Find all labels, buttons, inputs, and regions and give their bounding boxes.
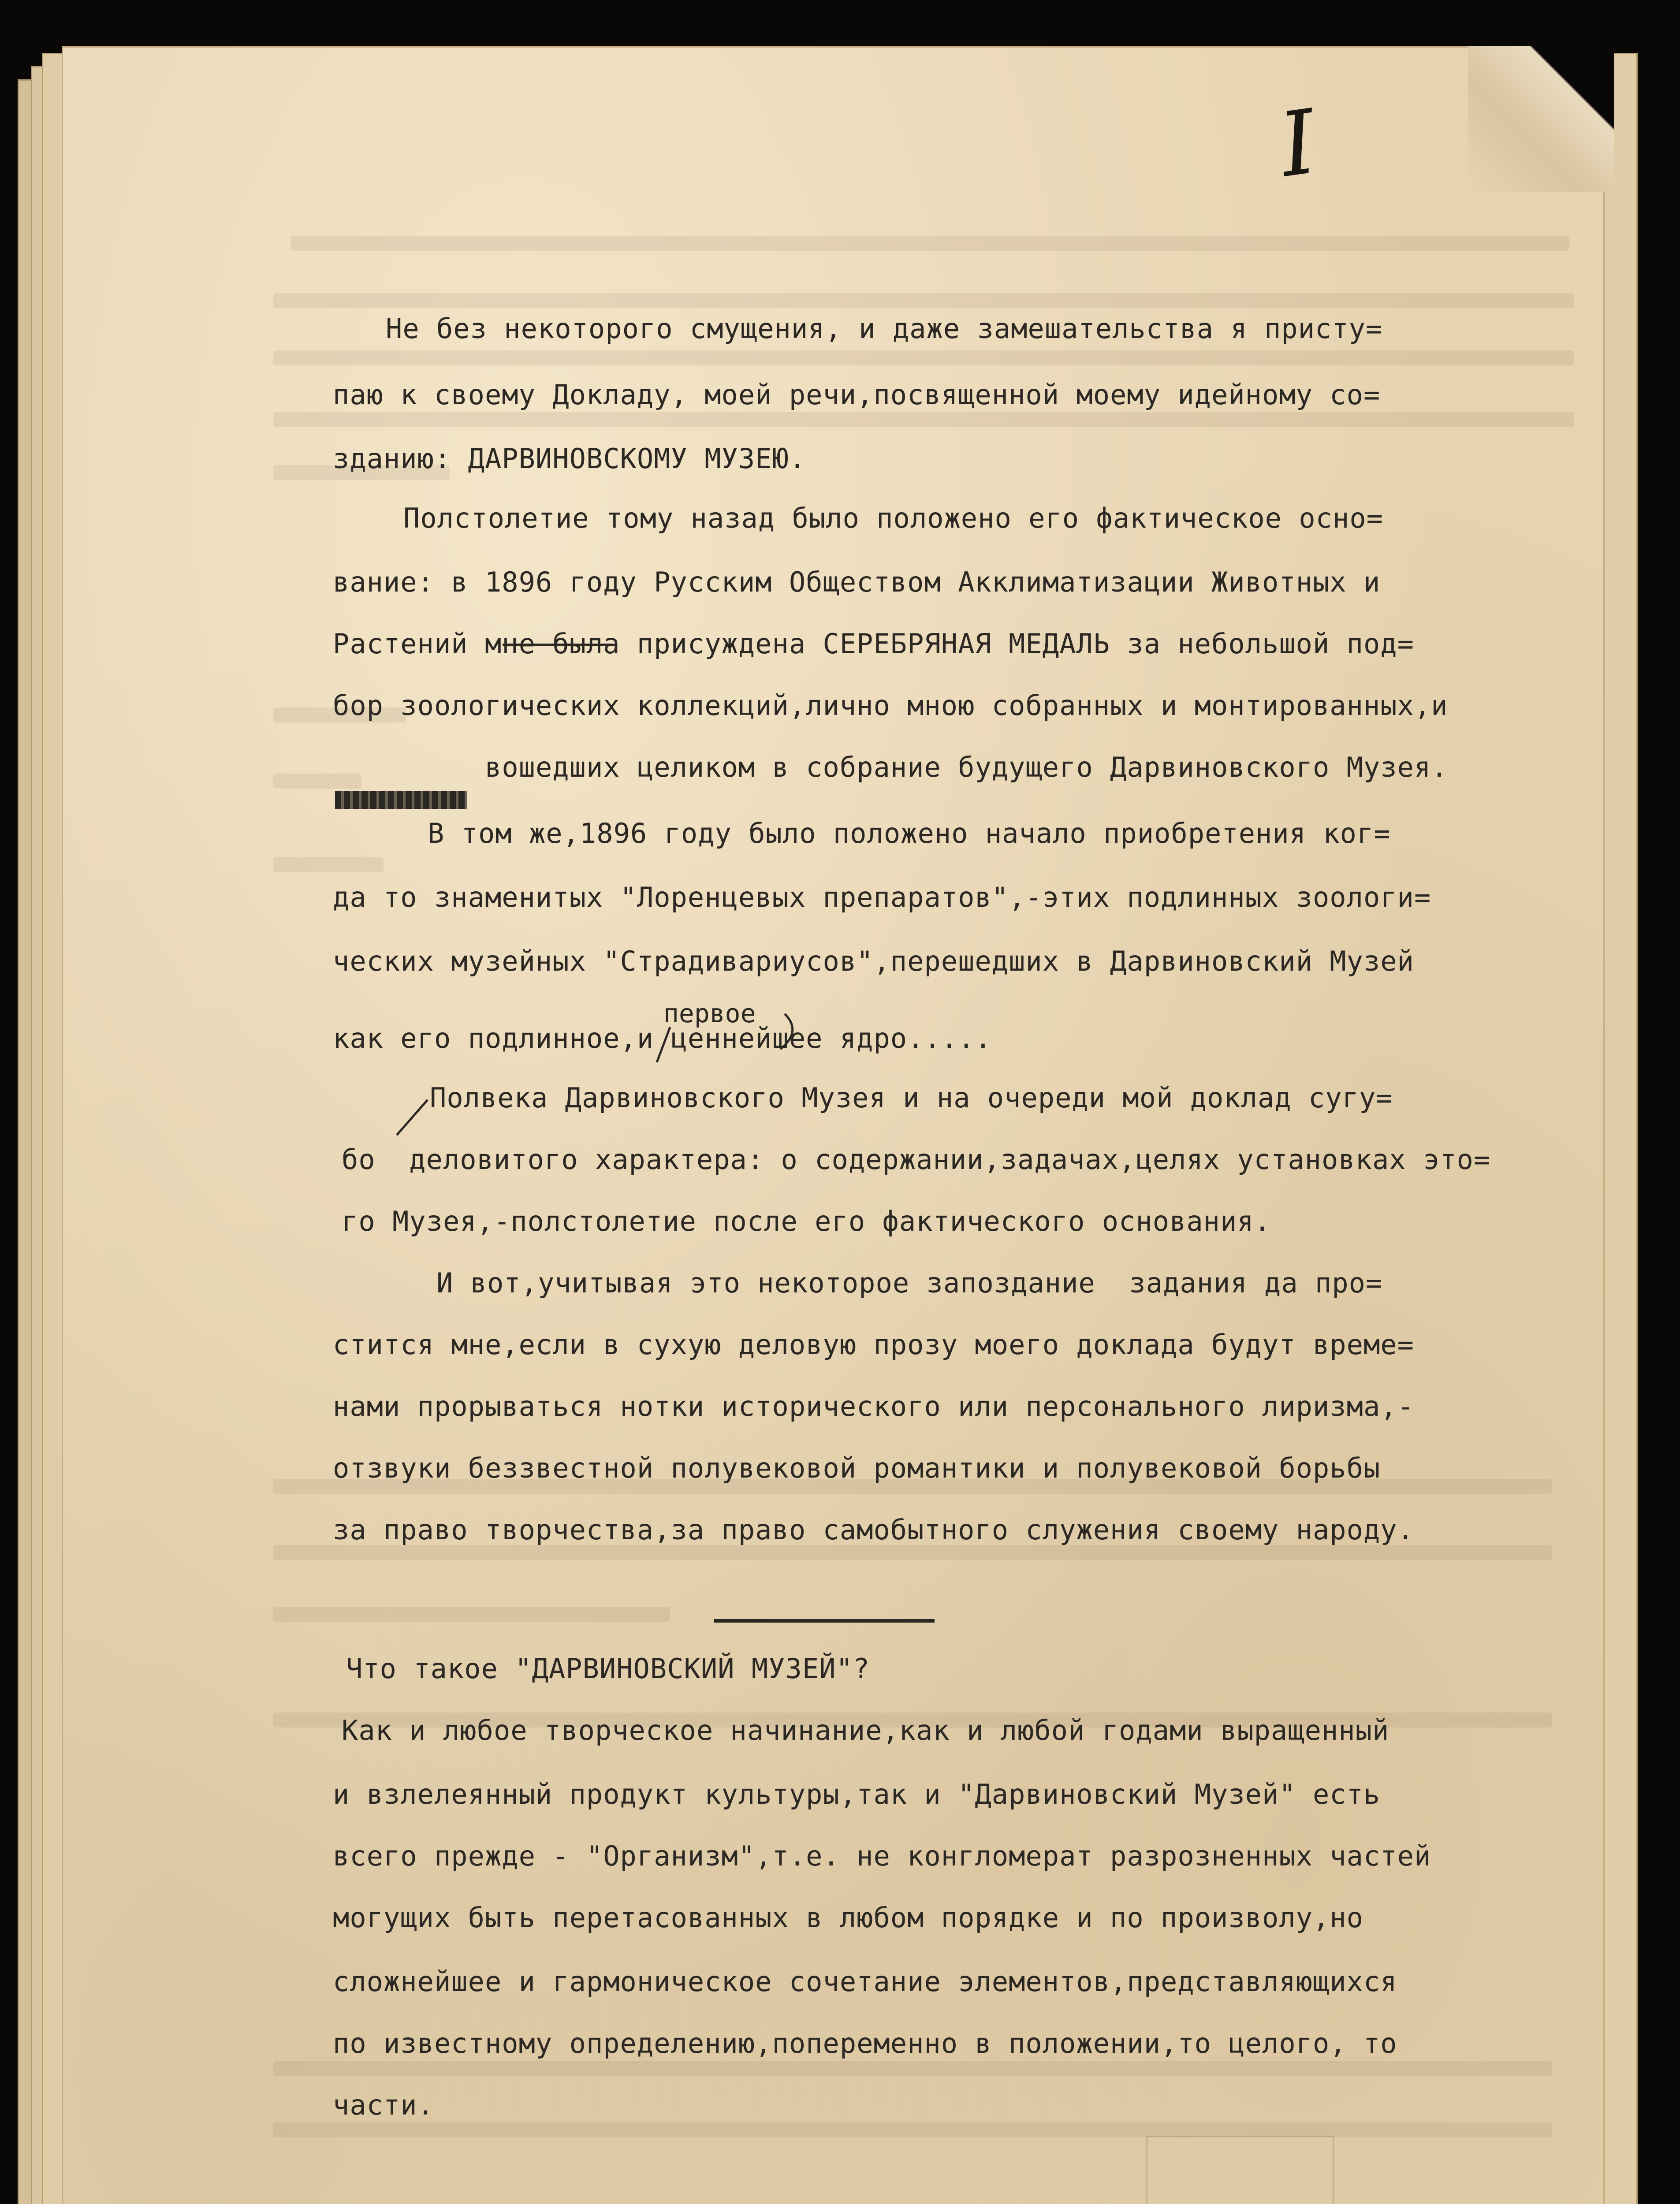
text-line: паю к своему Докладу, моей речи,посвященной моему идейному со= <box>333 379 1381 411</box>
text-line: бор зоологических коллекций,лично мною собранных и монтированных,и <box>333 689 1448 722</box>
text-line: Полвека Дарвиновского Музея и на очереди мой доклад сугу= <box>430 1082 1393 1114</box>
section-divider <box>714 1619 935 1623</box>
section-heading: Что такое "ДАРВИНОВСКИЙ МУЗЕЙ"? <box>346 1653 870 1685</box>
text-line: вание: в 1896 году Русским Обществом Акклиматизации Животных и <box>333 566 1381 598</box>
text-line: всего прежде - "Организм",т.е. не конгломерат разрозненных частей <box>333 1840 1431 1872</box>
text-line: Растений мне была присуждена СЕРЕБРЯНАЯ МЕДАЛЬ за небольшой под= <box>333 628 1414 660</box>
text-line: и взлелеянный продукт культуры,так и "Дарвиновский Музей" есть <box>333 1778 1381 1810</box>
text-line: да то знаменитых "Лоренцевых препаратов",-этих подлинных зоологи= <box>333 881 1431 913</box>
folded-corner <box>1468 46 1614 192</box>
text-line: могущих быть перетасованных в любом порядке и по произволу,но <box>333 1902 1363 1934</box>
text-line: нами прорываться нотки исторического или персонального лиризма,- <box>333 1390 1414 1422</box>
text-line: Полстолетие тому назад было положено его фактическое осно= <box>403 502 1383 534</box>
text-line: го Музея,-полстолетие после его фактического основания. <box>342 1205 1271 1237</box>
faint-archive-stamp <box>1146 2136 1334 2204</box>
text-line: сложнейшее и гармоническое сочетание элементов,представляющихся <box>333 1966 1397 1998</box>
text-line: стится мне,если в сухую деловую прозу моего доклада будут време= <box>333 1329 1414 1361</box>
text-line: ческих музейных "Страдивариусов",перешедших в Дарвиновский Музей <box>333 945 1414 977</box>
text-line: отзвуки беззвестной полувековой романтики и полувековой борьбы <box>333 1452 1381 1484</box>
handwritten-page-number: I <box>1274 90 1322 197</box>
text-line: бо деловитого характера: о содержании,задачах,целях установках это= <box>342 1143 1491 1176</box>
text-line: В том же,1896 году было положено начало приобретения ког= <box>428 817 1391 849</box>
text-line: как его подлинное,и ценнейшее ядро..... <box>333 1022 992 1054</box>
text-line: зданию: ДАРВИНОВСКОМУ МУЗЕЮ. <box>333 443 806 475</box>
show-through-text <box>62 46 1605 2204</box>
text-line: по известному определению,попеременно в положении,то целого, то <box>333 2027 1397 2059</box>
document-page <box>62 46 1605 2204</box>
handwritten-insert: первое <box>663 998 756 1028</box>
text-line: Не без некоторого смущения, и даже замешательства я присту= <box>386 313 1383 345</box>
text-line: Как и любое творческое начинание,как и любой годами выращенный <box>342 1714 1389 1746</box>
pen-mark <box>388 1091 441 1139</box>
text-line: части. <box>333 2089 434 2121</box>
text-line: вошедших целиком в собрание будущего Дарвиновского Музея. <box>485 751 1448 783</box>
text-line: за право творчества,за право самобытного служения своему народу. <box>333 1514 1414 1546</box>
text-line: И вот,учитывая это некоторое запоздание задания да про= <box>436 1267 1383 1299</box>
ink-blot <box>335 791 467 809</box>
